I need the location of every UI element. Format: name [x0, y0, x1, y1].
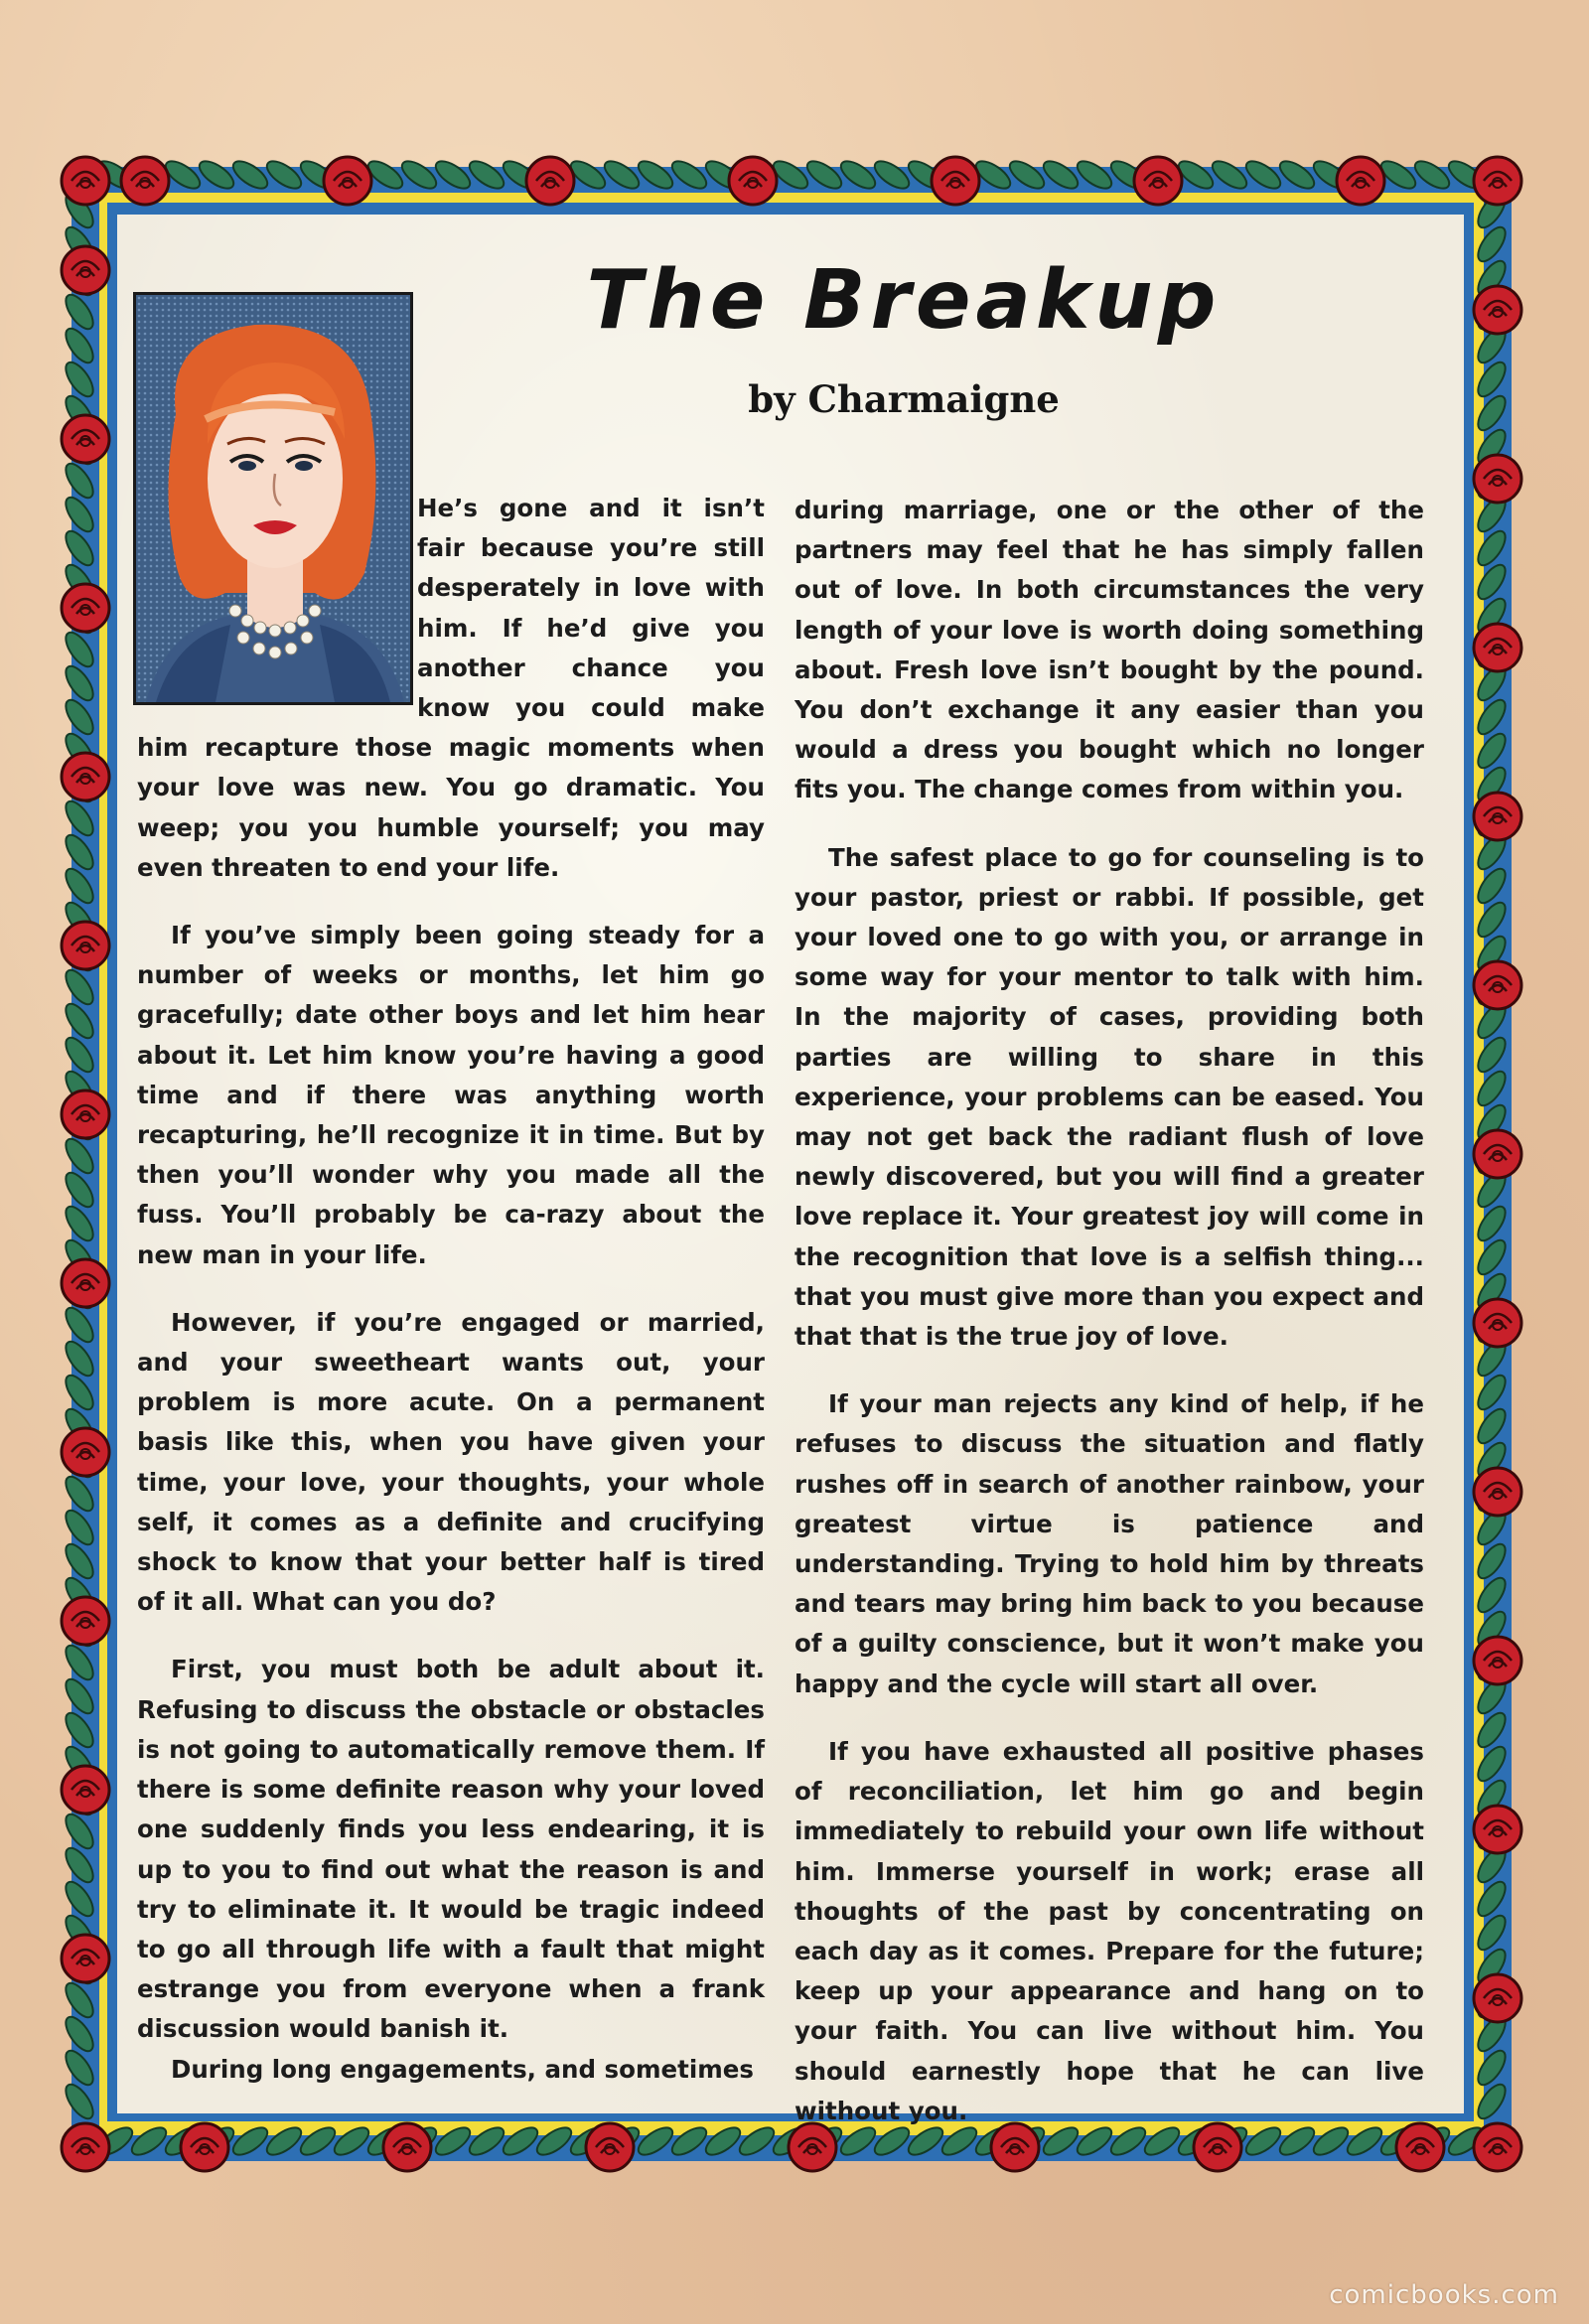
paragraph: If your man rejects any kind of help, if he refuses to discuss the situation and flatly rushes off in search of another rainbow, your greatest virtue is patience and understanding. Trying to hold him by threats and tears may bring him back to you because of a guilty conscience, but it won’t make you happy and the cycle will start all over. — [794, 1389, 1424, 1698]
rose-icon — [1474, 1806, 1521, 1853]
rose-icon — [586, 2123, 634, 2171]
rose-icon — [62, 1428, 109, 1476]
rose-icon — [324, 157, 371, 205]
rose-icon — [62, 1766, 109, 1814]
rose-icon — [1337, 157, 1384, 205]
rose-icon — [1474, 455, 1521, 503]
rose-icon — [1474, 157, 1521, 205]
rose-icon — [62, 1090, 109, 1138]
rose-icon — [1474, 2123, 1521, 2171]
rose-icon — [932, 157, 979, 205]
rose-icon — [62, 157, 109, 205]
rose-icon — [1474, 1468, 1521, 1516]
rose-icon — [62, 584, 109, 632]
paragraph: during marriage, one or the other of the partners may feel that he has simply fallen out of love. In both circumstances the very length of your love is worth doing something about. Fresh love isn’t bought by the pound. You don’t exchange it any easier than you would a dress you bought which no longer fits you. The change comes from within you. — [794, 496, 1424, 804]
rose-icon — [62, 753, 109, 800]
article-title: The Breakup — [586, 253, 1222, 348]
rose-icon — [1134, 157, 1182, 205]
paragraph: If you’ve simply been going steady for a number of weeks or months, let him go gracefully; date other boys and let him hear about it. Let him know you’re having a good time and if there was anything worth recapturing, he’ll recognize it in time. But by then you’ll wonder why you made all the fuss. You’ll probably be ca-razy about the new man in your life. — [137, 921, 765, 1269]
rose-icon — [1474, 286, 1521, 334]
watermark: comicbooks.com — [1329, 2280, 1559, 2310]
rose-icon — [729, 157, 777, 205]
rose-icon — [121, 157, 169, 205]
rose-icon — [1474, 1130, 1521, 1178]
right-column — [794, 491, 1424, 2131]
rose-icon — [526, 157, 574, 205]
portrait-wrap-space — [133, 489, 417, 727]
rose-icon — [62, 415, 109, 463]
rose-icon — [62, 922, 109, 969]
rose-icon — [1474, 1974, 1521, 2022]
paragraph: First, you must both be adult about it. Refusing to discuss the obstacle or obstacles is not going to automatically remove them. If there is some definite reason why your loved one suddenly finds you less endearing, it is up to you to find out what the reason is and try to eliminate it. It would be tragic indeed to go all through life with a fault that might estrange you from everyone when a frank discussion would banish it. — [137, 1655, 765, 2044]
paragraph: However, if you’re engaged or married, and your sweetheart wants out, your problem is more acute. On a permanent basis like this, when you have given your time, your love, your thoughts, your whole self, it comes as a definite and crucifying shock to know that your better half is tired of it all. What can you do? — [137, 1307, 765, 1617]
rose-icon — [1474, 1637, 1521, 1684]
paragraph: If you have exhausted all positive phases of reconciliation, let him go and begin immediately to rebuild your own life without him. Immerse yourself in work; erase all thoughts of the past by concentrating on each day as it comes. Prepare for the future; keep up your appearance and hang on to your faith. You can live without him. You should earnestly hope that he can live without you. — [794, 1736, 1424, 2125]
article-byline: by Charmaigne — [748, 377, 1060, 421]
rose-icon — [62, 246, 109, 294]
rose-icon — [1474, 624, 1521, 671]
left-column — [137, 489, 765, 2090]
paragraph: He’s gone and it isn’t fair because you’re still desperately in love with him. If he’d give you another chance you know you could make him recapture those magic moments when your love was new. You go dramatic. You weep; you you humble yourself; you may even threaten to end your life. — [137, 494, 765, 882]
rose-icon — [181, 2123, 228, 2171]
rose-icon — [62, 2123, 109, 2171]
rose-icon — [62, 1935, 109, 1982]
rose-icon — [62, 1259, 109, 1307]
rose-icon — [62, 1597, 109, 1645]
rose-icon — [1474, 961, 1521, 1009]
rose-icon — [1474, 1299, 1521, 1347]
rose-icon — [383, 2123, 431, 2171]
paragraph: The safest place to go for counseling is to your pastor, priest or rabbi. If possible, get your loved one to go with you, or arrange in some way for your mentor to talk with him. In the majority of cases, providing both parties are willing to share in this experience, your problems can be eased. You may not get back the radiant flush of love newly discovered, but you will find a greater love replace it. Your greatest joy will come in the recognition that love is a selfish thing... that you must give more than you expect and that that is the true joy of love. — [794, 842, 1424, 1352]
rose-icon — [1474, 793, 1521, 840]
paragraph: During long engagements, and sometimes — [171, 2054, 754, 2084]
